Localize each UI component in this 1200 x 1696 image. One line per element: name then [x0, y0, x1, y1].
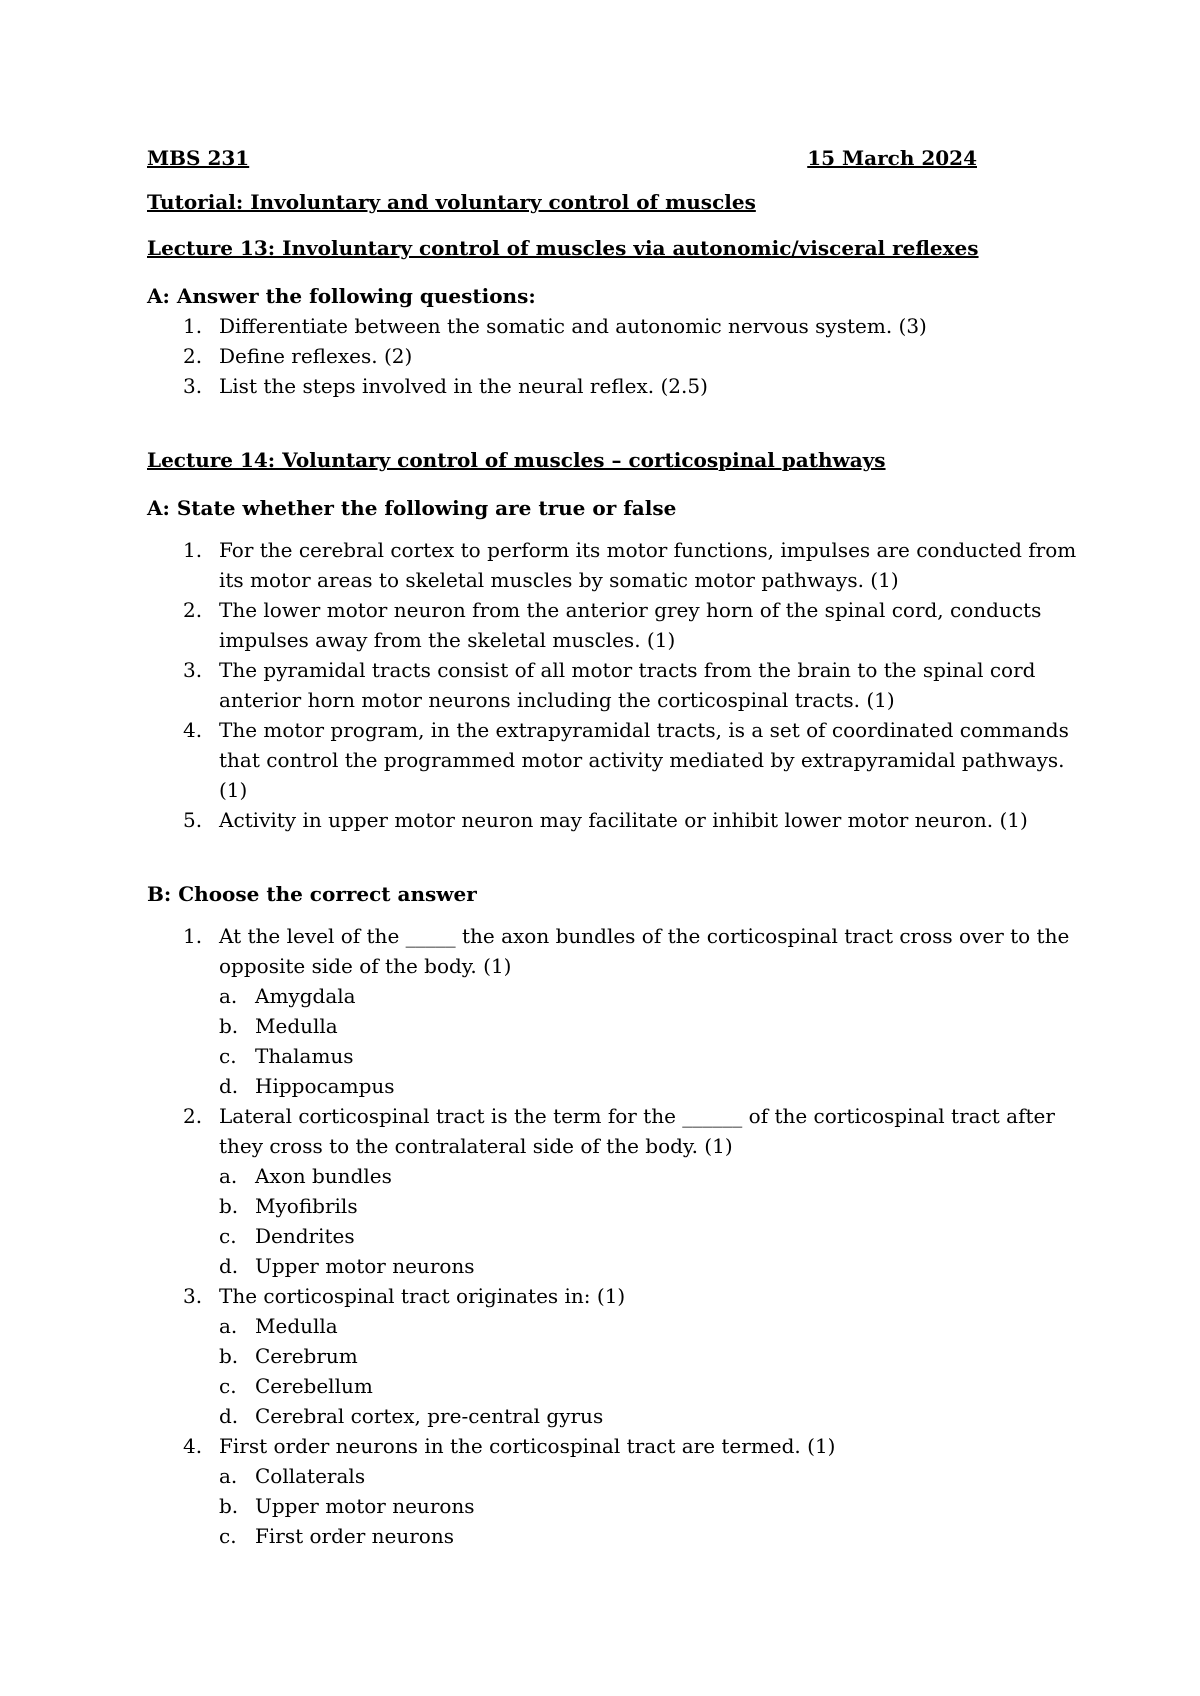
- question-number: 4.: [183, 718, 203, 742]
- question-item: [147, 535, 1077, 595]
- question-item: [147, 921, 1077, 1101]
- question-text: Define reflexes. (2): [219, 344, 413, 368]
- question-text: At the level of the _____ the axon bundles of the corticospinal tract cross over to the opposite side of the body. (1): [219, 924, 1070, 978]
- question-text: For the cerebral cortex to perform its motor functions, impulses are conducted from its motor areas to skeletal muscles by somatic motor pathways. (1): [219, 538, 1077, 592]
- true-false-list: [147, 535, 1077, 835]
- question-number: 3.: [183, 1284, 203, 1308]
- question-text: The lower motor neuron from the anterior grey horn of the spinal cord, conducts impulses away from the skeletal muscles. (1): [219, 598, 1042, 652]
- option-item: [219, 1011, 1077, 1041]
- question-text: Lateral corticospinal tract is the term for the ______ of the corticospinal tract after they cross to the contralateral side of the body. (1): [219, 1104, 1055, 1158]
- option-letter: b.: [219, 1344, 239, 1368]
- option-list: [219, 1311, 1077, 1431]
- option-text: Amygdala: [255, 984, 356, 1008]
- option-item: [219, 1161, 1077, 1191]
- option-text: Collaterals: [255, 1464, 366, 1488]
- question-item: [147, 805, 1077, 835]
- question-item: [147, 311, 1077, 341]
- question-number: 5.: [183, 808, 203, 832]
- question-item: [147, 371, 1077, 401]
- question-number: 1.: [183, 538, 203, 562]
- option-item: [219, 1251, 1077, 1281]
- lecture-13-title: Lecture 13: Involuntary control of muscles via autonomic/visceral reflexes: [147, 236, 979, 260]
- question-number: 2.: [183, 598, 203, 622]
- option-letter: a.: [219, 1464, 238, 1488]
- lecture-14-section-a-title: A: State whether the following are true or false: [147, 496, 677, 520]
- option-item: [219, 1401, 1077, 1431]
- question-text: List the steps involved in the neural reflex. (2.5): [219, 374, 708, 398]
- question-text: Activity in upper motor neuron may facilitate or inhibit lower motor neuron. (1): [219, 808, 1028, 832]
- option-text: Myofibrils: [255, 1194, 358, 1218]
- option-letter: b.: [219, 1494, 239, 1518]
- option-text: Cerebellum: [255, 1374, 373, 1398]
- option-item: [219, 1311, 1077, 1341]
- option-list: [219, 1161, 1077, 1281]
- question-number: 2.: [183, 344, 203, 368]
- option-item: [219, 981, 1077, 1011]
- option-text: Medulla: [255, 1014, 338, 1038]
- option-letter: d.: [219, 1404, 239, 1428]
- option-item: [219, 1191, 1077, 1221]
- question-item: [147, 715, 1077, 805]
- option-text: Medulla: [255, 1314, 338, 1338]
- question-number: 3.: [183, 658, 203, 682]
- option-item: [219, 1521, 1077, 1551]
- lecture-14-section-b-title: B: Choose the correct answer: [147, 882, 477, 906]
- option-text: Cerebral cortex, pre-central gyrus: [255, 1404, 604, 1428]
- option-text: First order neurons: [255, 1524, 454, 1548]
- option-letter: c.: [219, 1224, 237, 1248]
- question-number: 1.: [183, 924, 203, 948]
- option-text: Upper motor neurons: [255, 1494, 475, 1518]
- question-number: 1.: [183, 314, 203, 338]
- option-letter: b.: [219, 1194, 239, 1218]
- option-list: [219, 1461, 1077, 1551]
- question-text: The corticospinal tract originates in: (1): [219, 1284, 626, 1308]
- option-text: Upper motor neurons: [255, 1254, 475, 1278]
- option-item: [219, 1071, 1077, 1101]
- course-code: MBS 231: [147, 146, 250, 170]
- option-text: Cerebrum: [255, 1344, 358, 1368]
- lecture-14-title: Lecture 14: Voluntary control of muscles – corticospinal pathways: [147, 448, 886, 472]
- option-letter: d.: [219, 1074, 239, 1098]
- lecture-13-section-a-title: A: Answer the following questions:: [147, 284, 536, 308]
- document-page: [147, 143, 1077, 1551]
- option-item: [219, 1041, 1077, 1071]
- option-text: Hippocampus: [255, 1074, 395, 1098]
- option-letter: c.: [219, 1524, 237, 1548]
- question-text: First order neurons in the corticospinal tract are termed. (1): [219, 1434, 836, 1458]
- multiple-choice-list: [147, 921, 1077, 1551]
- option-item: [219, 1221, 1077, 1251]
- option-letter: c.: [219, 1374, 237, 1398]
- question-text: The pyramidal tracts consist of all motor tracts from the brain to the spinal cord anterior horn motor neurons including the corticospinal tracts. (1): [219, 658, 1036, 712]
- option-letter: d.: [219, 1254, 239, 1278]
- option-item: [219, 1491, 1077, 1521]
- option-letter: a.: [219, 1314, 238, 1338]
- option-letter: a.: [219, 984, 238, 1008]
- option-item: [219, 1371, 1077, 1401]
- question-number: 3.: [183, 374, 203, 398]
- question-item: [147, 341, 1077, 371]
- question-number: 2.: [183, 1104, 203, 1128]
- question-item: [147, 595, 1077, 655]
- option-item: [219, 1461, 1077, 1491]
- lecture-13-question-list: [147, 311, 1077, 401]
- option-list: [219, 981, 1077, 1101]
- option-text: Thalamus: [255, 1044, 354, 1068]
- question-item: [147, 655, 1077, 715]
- option-text: Dendrites: [255, 1224, 355, 1248]
- option-item: [219, 1341, 1077, 1371]
- question-item: [147, 1101, 1077, 1281]
- header-rule: [249, 143, 807, 173]
- option-letter: a.: [219, 1164, 238, 1188]
- option-text: Axon bundles: [255, 1164, 392, 1188]
- question-item: [147, 1281, 1077, 1431]
- option-letter: c.: [219, 1044, 237, 1068]
- option-letter: b.: [219, 1014, 239, 1038]
- question-text: Differentiate between the somatic and autonomic nervous system. (3): [219, 314, 927, 338]
- document-date: 15 March 2024: [807, 146, 977, 170]
- question-text: The motor program, in the extrapyramidal tracts, is a set of coordinated commands that control the programmed motor activity mediated by extrapyramidal pathways. (1): [219, 718, 1069, 802]
- question-number: 4.: [183, 1434, 203, 1458]
- question-item: [147, 1431, 1077, 1551]
- tutorial-title: Tutorial: Involuntary and voluntary control of muscles: [147, 190, 756, 214]
- document-header: [147, 143, 977, 173]
